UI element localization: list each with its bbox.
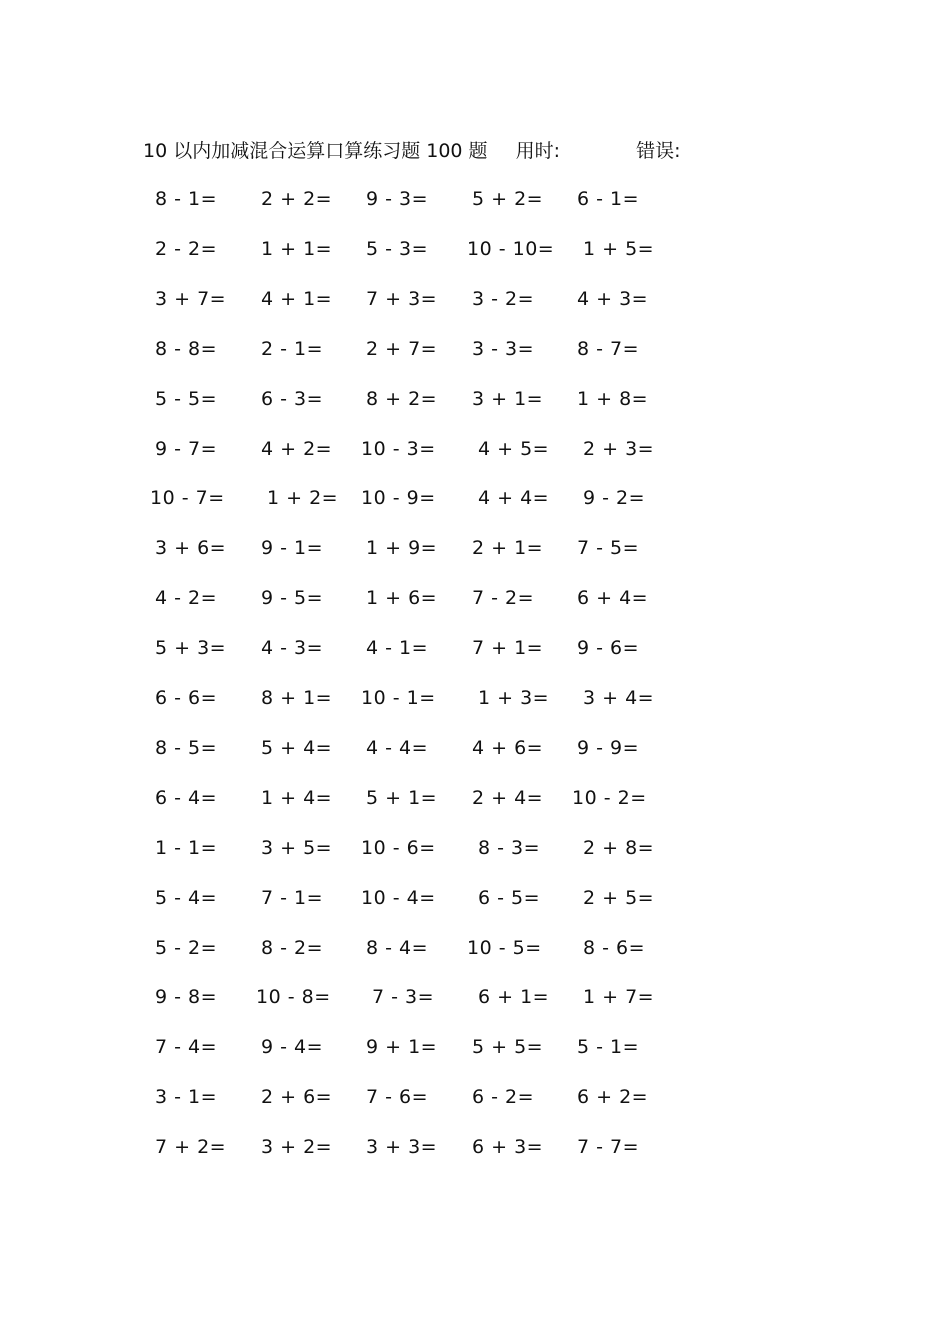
math-problem: 5 + 2= bbox=[472, 188, 544, 210]
math-problem: 3 + 2= bbox=[261, 1136, 333, 1158]
math-problem: 2 - 1= bbox=[261, 338, 324, 360]
math-problem: 1 - 1= bbox=[155, 837, 218, 859]
math-problem: 7 + 3= bbox=[366, 288, 438, 310]
math-problem: 3 - 2= bbox=[472, 288, 535, 310]
error-label: 错误: bbox=[636, 140, 681, 162]
math-problem: 10 - 5= bbox=[467, 937, 542, 959]
math-problem: 7 + 1= bbox=[472, 637, 544, 659]
math-problem: 4 - 4= bbox=[366, 737, 429, 759]
math-problem: 5 + 5= bbox=[472, 1036, 544, 1058]
math-problem: 7 - 6= bbox=[366, 1086, 429, 1108]
math-problem: 1 + 2= bbox=[267, 487, 339, 509]
math-problem: 1 + 5= bbox=[583, 238, 655, 260]
math-problem: 4 + 4= bbox=[478, 487, 550, 509]
math-problem: 9 + 1= bbox=[366, 1036, 438, 1058]
math-problem: 5 - 2= bbox=[155, 937, 218, 959]
math-problem: 6 + 4= bbox=[577, 587, 649, 609]
math-problem: 10 - 7= bbox=[150, 487, 225, 509]
math-problem: 4 + 3= bbox=[577, 288, 649, 310]
math-problem: 5 + 3= bbox=[155, 637, 227, 659]
math-problem: 2 - 2= bbox=[155, 238, 218, 260]
math-problem: 9 - 2= bbox=[583, 487, 646, 509]
math-problem: 1 + 7= bbox=[583, 986, 655, 1008]
math-problem: 2 + 2= bbox=[261, 188, 333, 210]
math-problem: 4 - 1= bbox=[366, 637, 429, 659]
math-problem: 3 + 3= bbox=[366, 1136, 438, 1158]
math-problem: 1 + 4= bbox=[261, 787, 333, 809]
math-problem: 5 + 4= bbox=[261, 737, 333, 759]
math-problem: 2 + 3= bbox=[583, 438, 655, 460]
math-problem: 8 - 6= bbox=[583, 937, 646, 959]
math-problem: 6 - 3= bbox=[261, 388, 324, 410]
math-problem: 2 + 6= bbox=[261, 1086, 333, 1108]
math-problem: 8 - 1= bbox=[155, 188, 218, 210]
math-problem: 3 + 1= bbox=[472, 388, 544, 410]
math-problem: 9 - 4= bbox=[261, 1036, 324, 1058]
math-problem: 4 + 2= bbox=[261, 438, 333, 460]
math-problem: 3 - 3= bbox=[472, 338, 535, 360]
math-problem: 8 + 2= bbox=[366, 388, 438, 410]
math-problem: 5 - 5= bbox=[155, 388, 218, 410]
math-problem: 2 + 5= bbox=[583, 887, 655, 909]
math-problem: 6 + 2= bbox=[577, 1086, 649, 1108]
math-problem: 5 - 3= bbox=[366, 238, 429, 260]
math-problem: 3 + 7= bbox=[155, 288, 227, 310]
math-problem: 9 - 6= bbox=[577, 637, 640, 659]
math-problem: 3 - 1= bbox=[155, 1086, 218, 1108]
math-problem: 1 + 9= bbox=[366, 537, 438, 559]
math-problem: 6 - 4= bbox=[155, 787, 218, 809]
math-problem: 1 + 3= bbox=[478, 687, 550, 709]
math-problem: 4 - 2= bbox=[155, 587, 218, 609]
math-problem: 9 - 3= bbox=[366, 188, 429, 210]
time-label: 用时: bbox=[515, 140, 561, 162]
math-problem: 5 - 4= bbox=[155, 887, 218, 909]
math-problem: 5 - 1= bbox=[577, 1036, 640, 1058]
math-problem: 10 - 9= bbox=[361, 487, 436, 509]
math-problem: 4 + 6= bbox=[472, 737, 544, 759]
math-problem: 8 + 1= bbox=[261, 687, 333, 709]
math-problem: 10 - 3= bbox=[361, 438, 436, 460]
math-problem: 6 + 1= bbox=[478, 986, 550, 1008]
math-problem: 10 - 1= bbox=[361, 687, 436, 709]
math-problem: 10 - 2= bbox=[572, 787, 647, 809]
math-problem: 7 - 4= bbox=[155, 1036, 218, 1058]
math-problem: 8 - 5= bbox=[155, 737, 218, 759]
math-problem: 6 - 2= bbox=[472, 1086, 535, 1108]
math-problem: 1 + 8= bbox=[577, 388, 649, 410]
math-problem: 8 - 8= bbox=[155, 338, 218, 360]
worksheet-title: 10 以内加减混合运算口算练习题 100 题 bbox=[143, 140, 488, 162]
math-problem: 9 - 1= bbox=[261, 537, 324, 559]
math-problem: 6 - 6= bbox=[155, 687, 218, 709]
math-problem: 7 - 7= bbox=[577, 1136, 640, 1158]
math-problem: 7 - 5= bbox=[577, 537, 640, 559]
math-problem: 9 - 8= bbox=[155, 986, 218, 1008]
math-problem: 4 + 5= bbox=[478, 438, 550, 460]
math-problem: 4 + 1= bbox=[261, 288, 333, 310]
math-problem: 6 - 1= bbox=[577, 188, 640, 210]
math-problem: 1 + 6= bbox=[366, 587, 438, 609]
math-problem: 10 - 8= bbox=[256, 986, 331, 1008]
math-problem: 8 - 4= bbox=[366, 937, 429, 959]
math-problem: 5 + 1= bbox=[366, 787, 438, 809]
math-problem: 7 - 1= bbox=[261, 887, 324, 909]
math-problem: 1 + 1= bbox=[261, 238, 333, 260]
math-problem: 6 + 3= bbox=[472, 1136, 544, 1158]
math-problem: 8 - 3= bbox=[478, 837, 541, 859]
math-problem: 7 - 2= bbox=[472, 587, 535, 609]
math-problem: 9 - 7= bbox=[155, 438, 218, 460]
math-problem: 8 - 7= bbox=[577, 338, 640, 360]
math-problem: 3 + 5= bbox=[261, 837, 333, 859]
math-problem: 2 + 7= bbox=[366, 338, 438, 360]
math-problem: 10 - 4= bbox=[361, 887, 436, 909]
math-problem: 2 + 8= bbox=[583, 837, 655, 859]
math-problem: 6 - 5= bbox=[478, 887, 541, 909]
math-problem: 10 - 6= bbox=[361, 837, 436, 859]
math-problem: 2 + 4= bbox=[472, 787, 544, 809]
math-problem: 3 + 4= bbox=[583, 687, 655, 709]
math-problem: 2 + 1= bbox=[472, 537, 544, 559]
math-problem: 9 - 9= bbox=[577, 737, 640, 759]
math-problem: 3 + 6= bbox=[155, 537, 227, 559]
math-problem: 4 - 3= bbox=[261, 637, 324, 659]
math-problem: 7 - 3= bbox=[372, 986, 435, 1008]
math-problem: 10 - 10= bbox=[467, 238, 555, 260]
math-problem: 9 - 5= bbox=[261, 587, 324, 609]
math-problem: 7 + 2= bbox=[155, 1136, 227, 1158]
math-problem: 8 - 2= bbox=[261, 937, 324, 959]
